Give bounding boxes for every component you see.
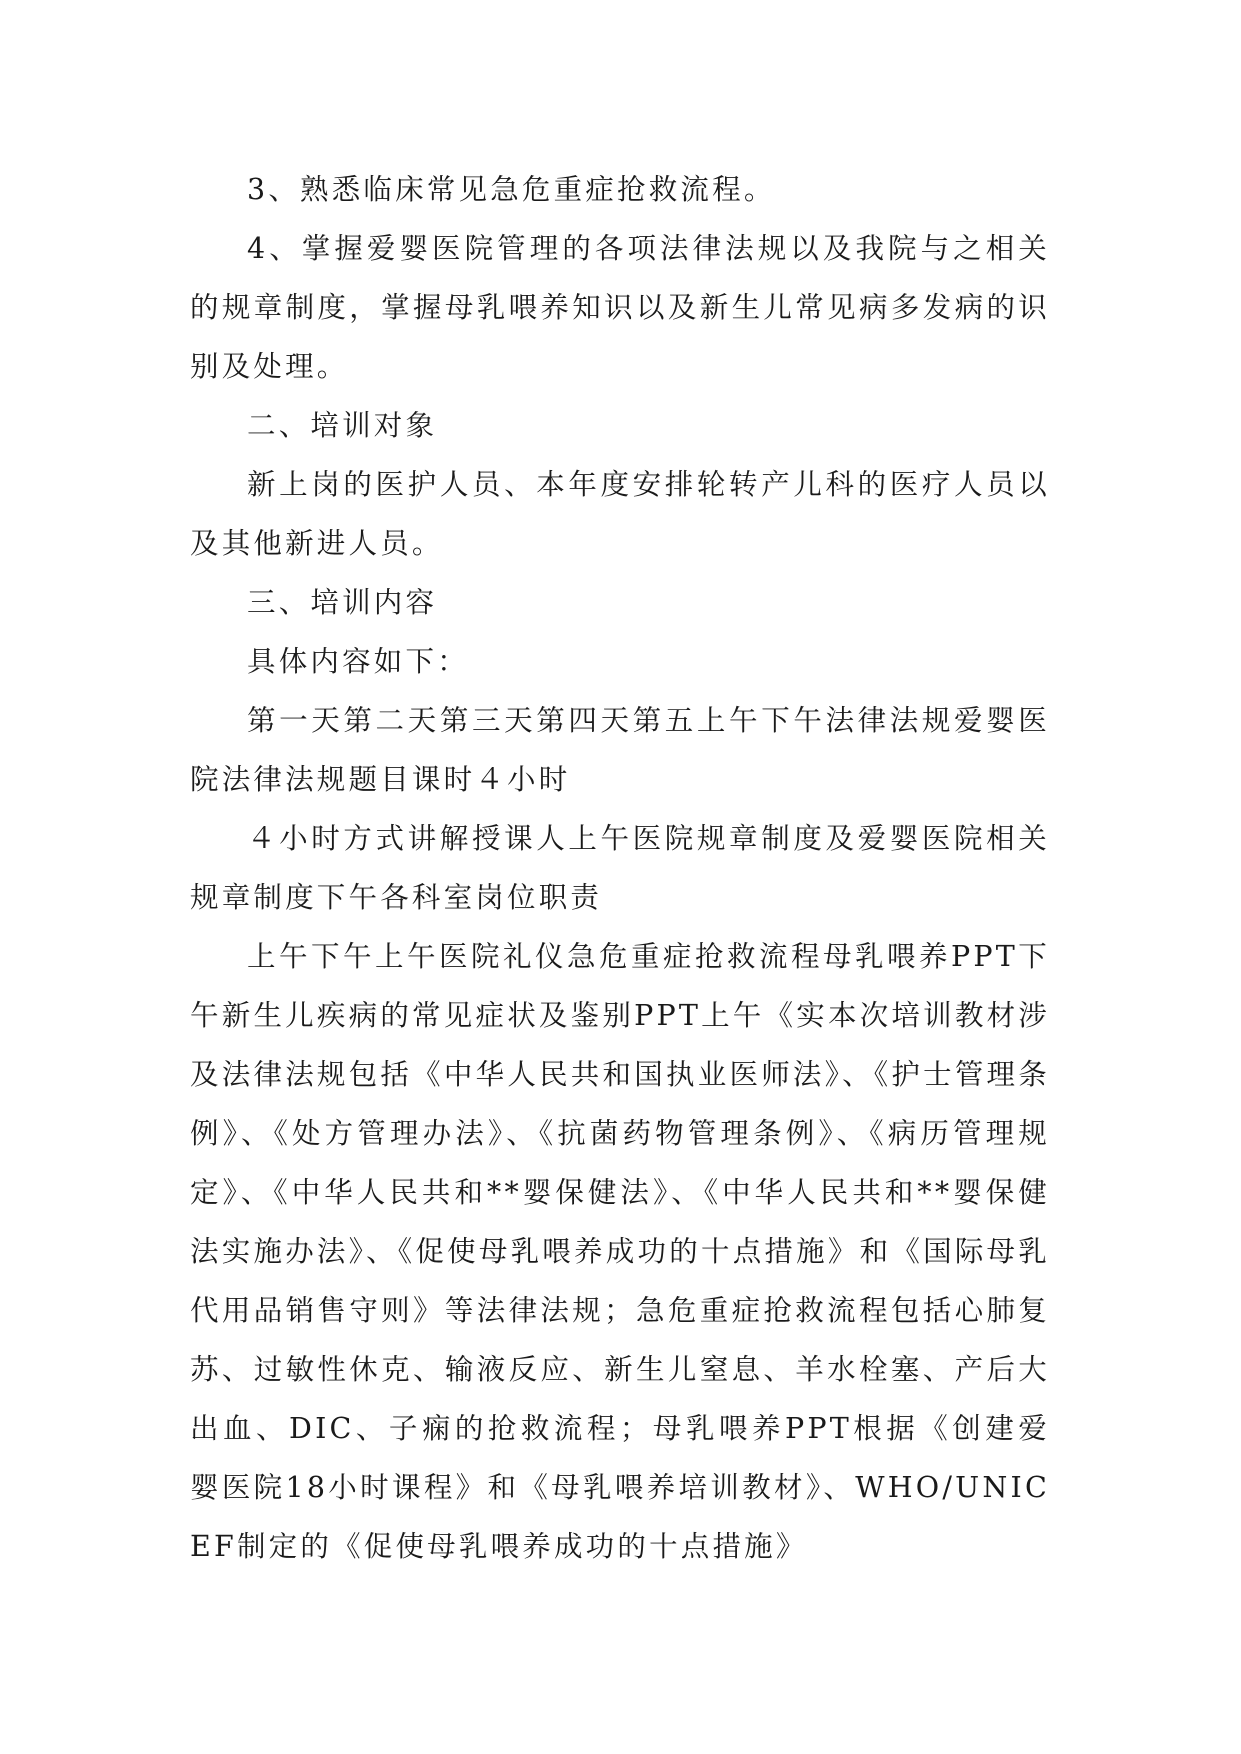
paragraph-materials-description: 上午下午上午医院礼仪急危重症抢救流程母乳喂养PPT下午新生儿疾病的常见症状及鉴别PPT上午《实本次培训教材涉及法律法规包括《中华人民共和国执业医师法》、《护士管理条例》、《处方管理办法》、《抗菌药物管理条例》、《病历管理规定》、《中华人民共和**婴保健法》、《中华人民共和**婴保健法实施办法》、《促使母乳喂养成功的十点措施》和《国际母乳代用品销售守则》等法律法规；急危重症抢救流程包括心肺复苏、过敏性休克、输液反应、新生儿窒息、羊水栓塞、产后大出血、DIC、子痫的抢救流程；母乳喂养PPT根据《创建爱婴医院18小时课程》和《母乳喂养培训教材》、WHO/UNICEF制定的《促使母乳喂养成功的十点措施》 bbox=[190, 940, 1050, 1563]
section-heading-training-content: 三、培训内容 bbox=[247, 586, 438, 619]
section-heading-training-targets: 二、培训对象 bbox=[247, 409, 438, 442]
document-body bbox=[190, 160, 1050, 1576]
paragraph-schedule-day-list: 第一天第二天第三天第四天第五上午下午法律法规爱婴医院法律法规题目课时４小时 bbox=[190, 704, 1050, 796]
paragraph-content-intro: 具体内容如下： bbox=[247, 645, 469, 678]
paragraph-item-3: 3、熟悉临床常见急危重症抢救流程。 bbox=[247, 173, 776, 206]
paragraph-item-4: 4、掌握爱婴医院管理的各项法律法规以及我院与之相关的规章制度，掌握母乳喂养知识以及新生儿常见病多发病的识别及处理。 bbox=[190, 232, 1050, 383]
paragraph-training-targets: 新上岗的医护人员、本年度安排轮转产儿科的医疗人员以及其他新进人员。 bbox=[190, 468, 1050, 560]
paragraph-schedule-rules: ４小时方式讲解授课人上午医院规章制度及爱婴医院相关规章制度下午各科室岗位职责 bbox=[190, 822, 1050, 914]
